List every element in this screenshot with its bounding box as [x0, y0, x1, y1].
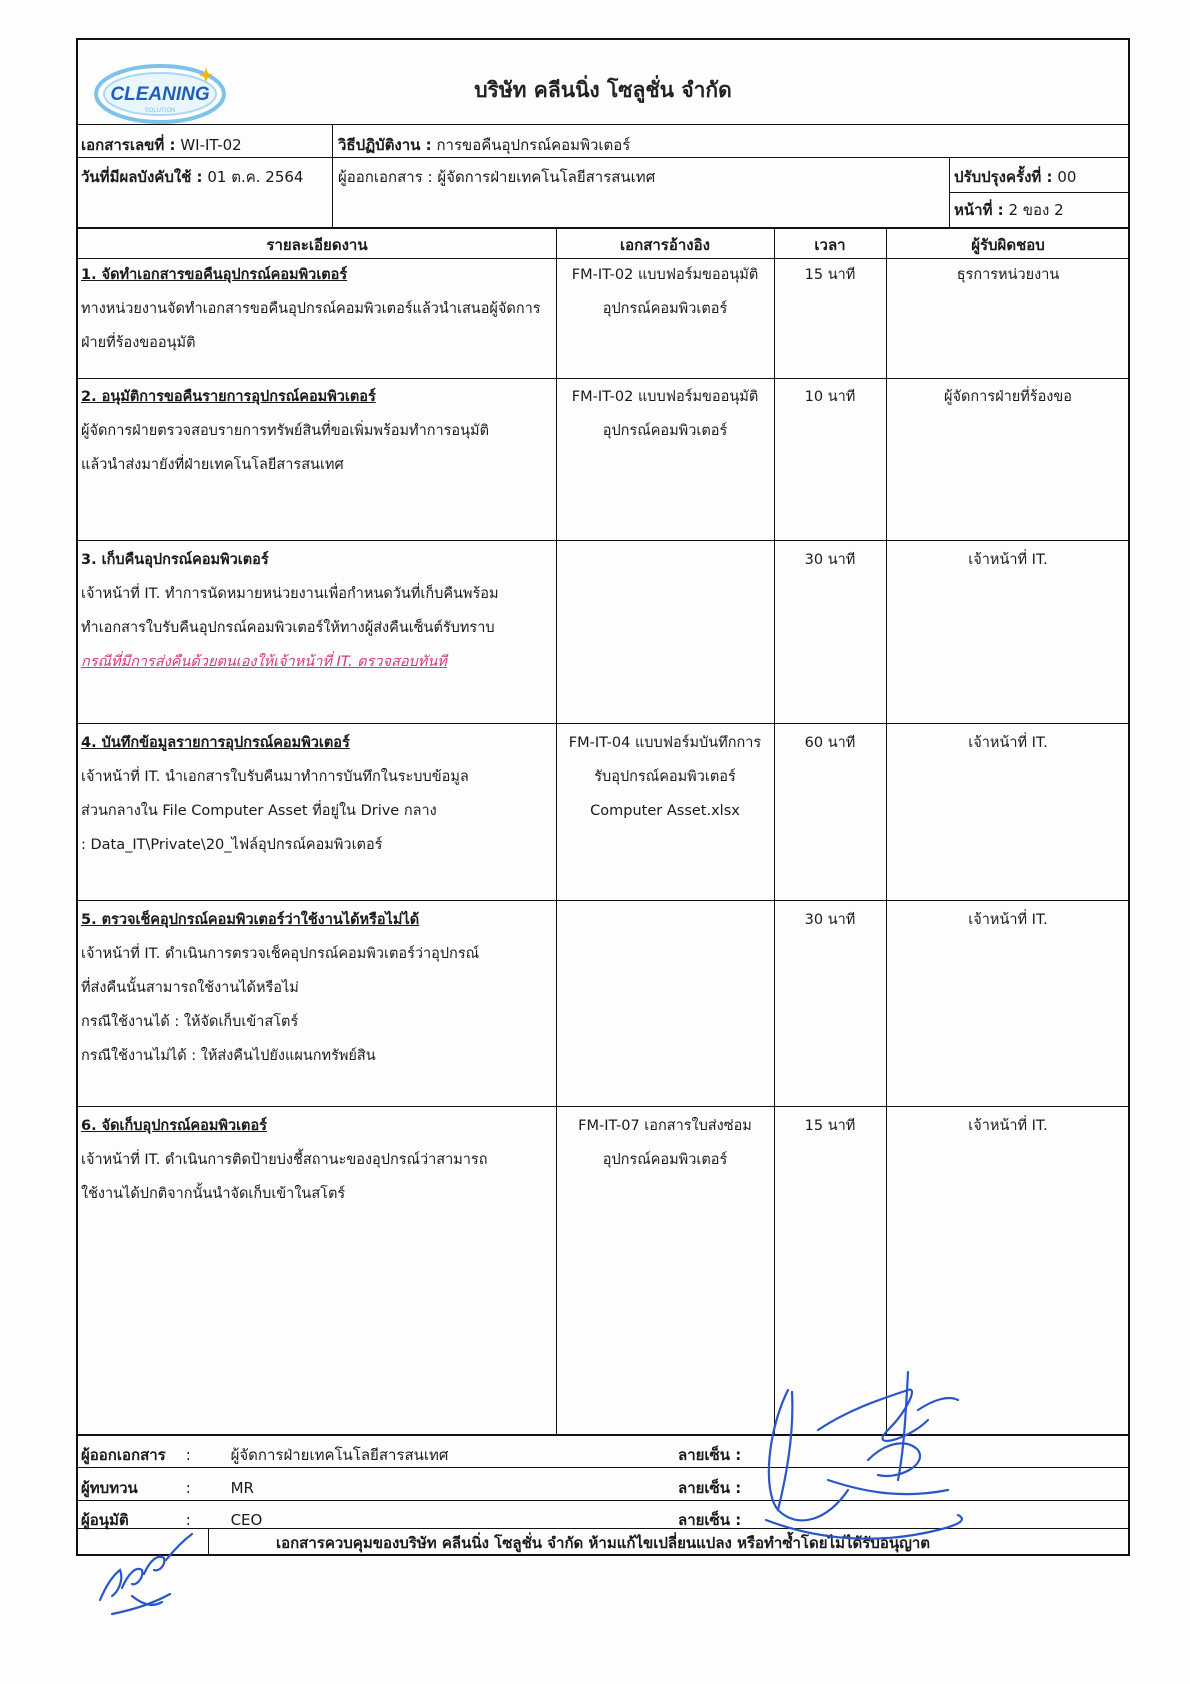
step-text: เจ้าหน้าที่ IT. ทำการนัดหมายหน่วยงานเพื่อกำหนดวันที่เก็บคืนพร้อม: [81, 586, 499, 602]
page-number-value: 2 ของ 2: [1008, 201, 1064, 219]
time-cell: 30 นาที: [804, 552, 856, 568]
signature-row-reviewer: [81, 1476, 254, 1500]
step-text: ผู้จัดการฝ่ายตรวจสอบรายการทรัพย์สินที่ขอเพิ่มพร้อมทำการอนุมัติ: [81, 423, 490, 439]
col-header-details: รายละเอียดงาน: [266, 236, 368, 254]
step-title: 2. อนุมัติการขอคืนรายการอุปกรณ์คอมพิวเตอร์: [81, 389, 376, 405]
step-text: เจ้าหน้าที่ IT. นำเอกสารใบรับคืนมาทำการบันทึกในระบบข้อมูล: [81, 769, 469, 785]
signature-row-issuer: [81, 1443, 448, 1467]
revision-label: ปรับปรุงครั้งที่ :: [954, 168, 1053, 186]
page-number-label: หน้าที่ :: [954, 201, 1004, 219]
signature-label: ลายเซ็น :: [678, 1479, 742, 1497]
divider: [949, 192, 1128, 193]
reference-text: FM-IT-04 แบบฟอร์มบันทึกการ: [568, 735, 762, 751]
step-text: กรณีใช้งานไม่ได้ : ให้ส่งคืนไปยังแผนกทรัพย์สิน: [81, 1048, 376, 1064]
signature-role: ผู้ออกเอกสาร: [81, 1446, 166, 1464]
issuer: [338, 165, 655, 189]
row-divider: [78, 378, 1128, 379]
divider: [949, 157, 950, 227]
issuer-label: ผู้ออกเอกสาร :: [338, 168, 433, 186]
owner-cell: เจ้าหน้าที่ IT.: [968, 912, 1048, 928]
company-name: บริษัท คลีนนิ่ง โซลูชั่น จำกัด: [474, 78, 732, 102]
step-text: : Data_IT\Private\20_ไฟล์อุปกรณ์คอมพิวเตอร์: [81, 837, 383, 853]
owner-cell: เจ้าหน้าที่ IT.: [968, 735, 1048, 751]
col-header-reference: เอกสารอ้างอิง: [620, 236, 710, 254]
procedure-label: วิธีปฏิบัติงาน :: [338, 136, 432, 154]
reference-text: FM-IT-07 เอกสารใบส่งซ่อม: [578, 1118, 752, 1134]
signature-name: CEO: [230, 1511, 263, 1529]
signature-label: ลายเซ็น :: [678, 1511, 742, 1529]
step-title: 1. จัดทำเอกสารขอคืนอุปกรณ์คอมพิวเตอร์: [81, 267, 348, 283]
logo-subtext: SOLUTION: [144, 108, 176, 114]
step-text: ทำเอกสารใบรับคืนอุปกรณ์คอมพิวเตอร์ให้ทางผู้ส่งคืนเซ็นต์รับทราบ: [81, 620, 495, 636]
row-divider: [78, 1106, 1128, 1107]
initials-signature: [92, 1530, 202, 1620]
table-row: [81, 380, 553, 482]
time-cell: 15 นาที: [804, 267, 856, 283]
effective-date-label: วันที่มีผลบังคับใช้ :: [81, 168, 203, 186]
reference-cell: [556, 380, 774, 448]
owner-cell: เจ้าหน้าที่ IT.: [968, 1118, 1048, 1134]
row-divider: [78, 900, 1128, 901]
revision-value: 00: [1057, 168, 1077, 186]
table-row: [81, 543, 553, 679]
effective-date: [81, 165, 303, 189]
issuer-value: ผู้จัดการฝ่ายเทคโนโลยีสารสนเทศ: [437, 168, 656, 186]
step-title: 3. เก็บคืนอุปกรณ์คอมพิวเตอร์: [81, 552, 269, 568]
owner-cell: ผู้จัดการฝ่ายที่ร้องขอ: [943, 389, 1072, 405]
reference-cell: [556, 1109, 774, 1177]
revision: [954, 165, 1076, 189]
logo-text: CLEANING: [110, 84, 210, 105]
col-header-time: เวลา: [814, 236, 846, 254]
reference-cell: [556, 258, 774, 326]
footer-notice: เอกสารควบคุมของบริษัท คลีนนิ่ง โซลูชั่น จำกัด ห้ามแก้ไขเปลี่ยนแปลง หรือทำซ้ำโดยไม่ได้รับอนุญาต: [275, 1534, 931, 1552]
step-text: ส่วนกลางใน File Computer Asset ที่อยู่ใน Drive กลาง: [81, 803, 437, 819]
owner-cell: เจ้าหน้าที่ IT.: [968, 552, 1048, 568]
doc-number-label: เอกสารเลขที่ :: [81, 136, 176, 154]
table-row: [81, 1109, 553, 1211]
table-row: [81, 258, 553, 360]
procedure-value: การขอคืนอุปกรณ์คอมพิวเตอร์: [436, 136, 631, 154]
table-row: [81, 903, 553, 1073]
handwritten-signature: [758, 1370, 1018, 1560]
col-header-owner: ผู้รับผิดชอบ: [971, 236, 1045, 254]
signature-separator: :: [185, 1511, 191, 1529]
procedure: [338, 133, 630, 157]
signature-role: ผู้อนุมัติ: [81, 1511, 129, 1529]
effective-date-value: 01 ต.ค. 2564: [207, 168, 304, 186]
reference-text: รับอุปกรณ์คอมพิวเตอร์: [594, 769, 736, 785]
reference-text: FM-IT-02 แบบฟอร์มขออนุมัติ: [571, 267, 759, 283]
doc-number: [81, 133, 242, 157]
step-text: ใช้งานได้ปกติจากนั้นนำจัดเก็บเข้าในสโตร์: [81, 1186, 346, 1202]
reference-text: Computer Asset.xlsx: [590, 803, 740, 819]
signature-separator: :: [185, 1479, 191, 1497]
step-text: ที่ส่งคืนนั้นสามารถใช้งานได้หรือไม่: [81, 980, 299, 996]
step-text: ทางหน่วยงานจัดทำเอกสารขอคืนอุปกรณ์คอมพิวเตอร์แล้วนำเสนอผู้จัดการ: [81, 301, 541, 317]
signature-name: ผู้จัดการฝ่ายเทคโนโลยีสารสนเทศ: [230, 1446, 449, 1464]
step-title: 6. จัดเก็บอุปกรณ์คอมพิวเตอร์: [81, 1118, 267, 1134]
divider: [78, 227, 1128, 229]
row-divider: [78, 540, 1128, 541]
reference-text: อุปกรณ์คอมพิวเตอร์: [602, 1152, 728, 1168]
signature-label: ลายเซ็น :: [678, 1446, 742, 1464]
row-divider: [78, 723, 1128, 724]
step-text: ฝ่ายที่ร้องขออนุมัติ: [81, 335, 196, 351]
document-page: [76, 38, 1130, 1556]
divider: [78, 124, 1128, 125]
step-text: แล้วนำส่งมายังที่ฝ่ายเทคโนโลยีสารสนเทศ: [81, 457, 344, 473]
page-number: [954, 198, 1064, 222]
reference-cell: [556, 726, 774, 828]
table-row: [81, 726, 553, 862]
step-title: 4. บันทึกข้อมูลรายการอุปกรณ์คอมพิวเตอร์: [81, 735, 350, 751]
time-cell: 10 นาที: [804, 389, 856, 405]
signature-separator: :: [185, 1446, 191, 1464]
divider: [78, 157, 1128, 158]
reference-text: อุปกรณ์คอมพิวเตอร์: [602, 423, 728, 439]
reference-text: FM-IT-02 แบบฟอร์มขออนุมัติ: [571, 389, 759, 405]
step-text: เจ้าหน้าที่ IT. ดำเนินการตรวจเช็คอุปกรณ์คอมพิวเตอร์ว่าอุปกรณ์: [81, 946, 480, 962]
step-text: เจ้าหน้าที่ IT. ดำเนินการติดป้ายบ่งชี้สถานะของอุปกรณ์ว่าสามารถ: [81, 1152, 488, 1168]
owner-cell: ธุรการหน่วยงาน: [956, 267, 1060, 283]
time-cell: 30 นาที: [804, 912, 856, 928]
time-cell: 15 นาที: [804, 1118, 856, 1134]
reference-text: อุปกรณ์คอมพิวเตอร์: [602, 301, 728, 317]
doc-number-value: WI-IT-02: [180, 136, 242, 154]
signature-role: ผู้ทบทวน: [81, 1479, 138, 1497]
warning-note: กรณีที่มีการส่งคืนด้วยตนเองให้เจ้าหน้าที่ IT. ตรวจสอบทันที: [81, 654, 447, 670]
divider: [332, 124, 333, 227]
signature-name: MR: [230, 1479, 254, 1497]
step-text: กรณีใช้งานได้ : ให้จัดเก็บเข้าสโตร์: [81, 1014, 299, 1030]
step-title: 5. ตรวจเช็คอุปกรณ์คอมพิวเตอร์ว่าใช้งานได้หรือไม่ได้: [81, 912, 420, 928]
time-cell: 60 นาที: [804, 735, 856, 751]
